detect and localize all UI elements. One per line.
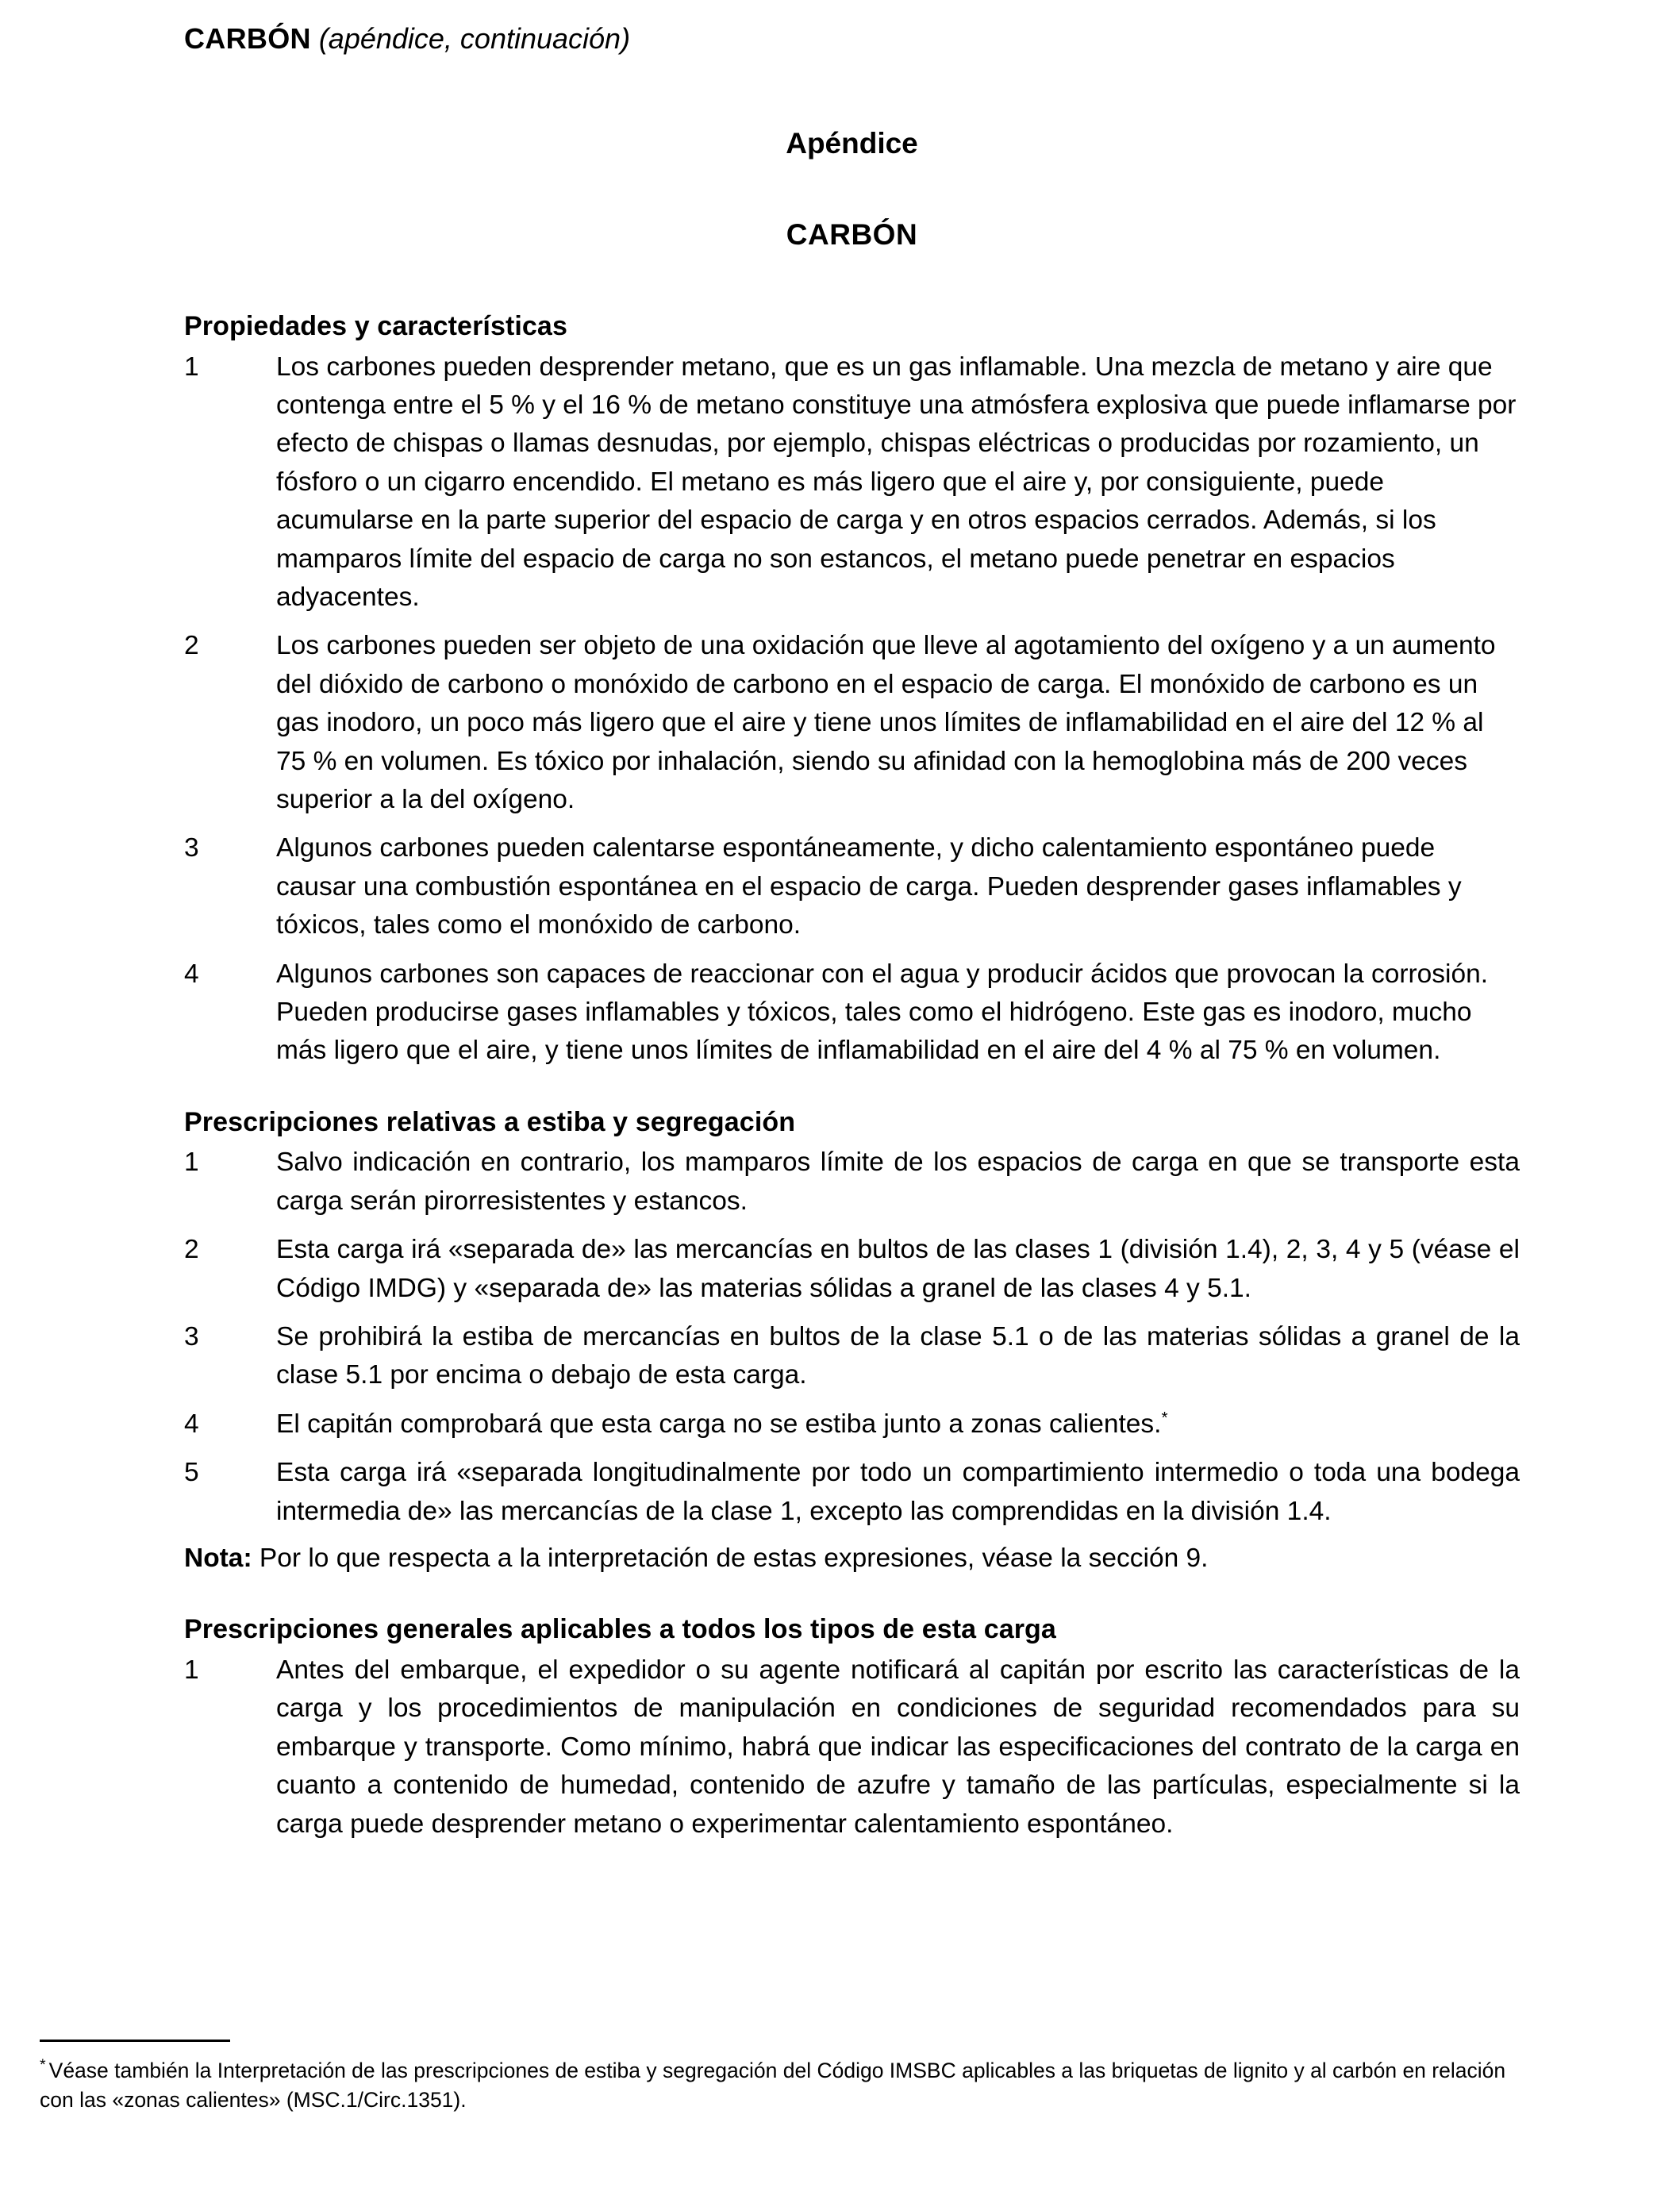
item-text: Antes del embarque, el expedidor o su agente notificará al capitán por escrito las características de la carga y los procedimientos de manipulación en condiciones de seguridad recomendados para su embarque y transporte. Como mínimo, habrá que indicar las especificaciones del contrato de la carga en cuanto a contenido de humedad, contenido de azufre y tamaño de las partículas, especialmente si la carga puede desprender metano o experimentar calentamiento espontáneo. <box>276 1655 1520 1839</box>
section-heading-properties: Propiedades y características <box>184 311 567 341</box>
item-number: 3 <box>184 833 199 863</box>
note-line <box>184 1540 1520 1578</box>
list-general <box>184 1651 1520 1844</box>
list-stowage <box>184 1144 1520 1531</box>
item-number: 3 <box>184 1321 199 1351</box>
item-text-body: El capitán comprobará que esta carga no se estiba junto a zonas calientes. <box>276 1409 1162 1439</box>
item-number: 1 <box>184 1655 199 1685</box>
note-label: Nota: <box>184 1543 252 1573</box>
item-number: 2 <box>184 1235 199 1265</box>
list-item <box>184 1144 1520 1221</box>
appendix-title: Apéndice <box>786 127 918 160</box>
cargo-title: CARBÓN <box>786 218 918 251</box>
item-number: 2 <box>184 631 199 661</box>
footnote-marker: * <box>40 2056 46 2074</box>
running-head-qualifier: (apéndice, continuación) <box>318 22 631 55</box>
item-text: Esta carga irá «separada longitudinalmente por todo un compartimiento intermedio o toda una bodega intermedia de» las mercancías de la clase 1, excepto las comprendidas en la división 1.4. <box>276 1458 1520 1526</box>
list-item <box>184 627 1520 819</box>
footnote-body: Véase también la Interpretación de las prescripciones de estiba y segregación del Código IMSBC aplicables a las briquetas de lignito y al carbón en relación con las «zonas calientes» (MSC.1/Circ.1351). <box>40 2059 1506 2113</box>
section-spacer <box>184 1071 1520 1105</box>
item-number: 4 <box>184 959 199 989</box>
item-number: 1 <box>184 1148 199 1178</box>
item-number: 5 <box>184 1458 199 1488</box>
item-text: Los carbones pueden desprender metano, que es un gas inflamable. Una mezcla de metano y aire que contenga entre el 5 % y el 16 % de metano constituye una atmósfera explosiva que puede inflamarse por efecto de chispas o llamas desnudas, por ejemplo, chispas eléctricas o producidas por rozamiento, un fósforo o un cigarro encendido. El metano es más ligero que el aire y, por consiguiente, puede acumularse en la parte superior del espacio de carga y en otros espacios cerrados. Además, si los mamparos límite del espacio de carga no son estancos, el metano puede penetrar en espacios adyacentes. <box>276 352 1517 612</box>
item-text: Los carbones pueden ser objeto de una oxidación que lleve al agotamiento del oxígeno y a un aumento del dióxido de carbono o monóxido de carbono en el espacio de carga. El monóxido de carbono es un gas inodoro, un poco más ligero que el aire y tiene unos límites de inflamabilidad en el aire del 12 % al 75 % en volumen. Es tóxico por inhalación, siendo su afinidad con la hemoglobina más de 200 veces superior a la del oxígeno. <box>276 631 1496 814</box>
item-number: 1 <box>184 352 199 382</box>
item-text: Salvo indicación en contrario, los mamparos límite de los espacios de carga en que se transporte esta carga serán pirorresistentes y estancos. <box>276 1148 1520 1216</box>
running-head <box>184 22 1525 55</box>
item-text: Esta carga irá «separada de» las mercancías en bultos de las clases 1 (división 1.4), 2, 3, 4 y 5 (véase el Código IMDG) y «separada de» las materias sólidas a granel de las clases 4 y 5.1. <box>276 1235 1520 1303</box>
item-text: Algunos carbones pueden calentarse espontáneamente, y dicho calentamiento espontáneo puede causar una combustión espontánea en el espacio de carga. Pueden desprender gases inflamables y tóxicos, tales como el monóxido de carbono. <box>276 833 1462 940</box>
list-item <box>184 1405 1520 1444</box>
section-heading-stowage: Prescripciones relativas a estiba y segregación <box>184 1106 796 1137</box>
item-text: Se prohibirá la estiba de mercancías en bultos de la clase 5.1 o de las materias sólidas a granel de la clase 5.1 por encima o debajo de esta carga. <box>276 1321 1520 1390</box>
document-body <box>184 309 1520 1844</box>
list-item <box>184 1651 1520 1844</box>
footnote-rule <box>40 2040 230 2042</box>
list-item <box>184 1231 1520 1308</box>
footnote-block <box>40 2040 1522 2115</box>
list-properties <box>184 348 1520 1071</box>
list-item <box>184 1318 1520 1395</box>
footnote-reference[interactable]: * <box>1161 1408 1168 1427</box>
running-head-cargo: CARBÓN <box>184 22 311 55</box>
item-number: 4 <box>184 1409 199 1439</box>
list-item <box>184 348 1520 617</box>
footnote-text <box>40 2056 1522 2115</box>
list-item <box>184 955 1520 1071</box>
section-heading-general: Prescripciones generales aplicables a todos los tipos de esta carga <box>184 1614 1056 1645</box>
section-spacer <box>184 1578 1520 1613</box>
list-item <box>184 829 1520 944</box>
item-text <box>276 1405 1520 1444</box>
note-text: Por lo que respecta a la interpretación de estas expresiones, véase la sección 9. <box>252 1543 1209 1573</box>
list-item <box>184 1454 1520 1531</box>
item-text: Algunos carbones son capaces de reaccionar con el agua y producir ácidos que provocan la corrosión. Pueden producirse gases inflamables y tóxicos, tales como el hidrógeno. Este gas es inodoro, mucho más ligero que el aire, y tiene unos límites de inflamabilidad en el aire del 4 % al 75 % en volumen. <box>276 959 1489 1066</box>
